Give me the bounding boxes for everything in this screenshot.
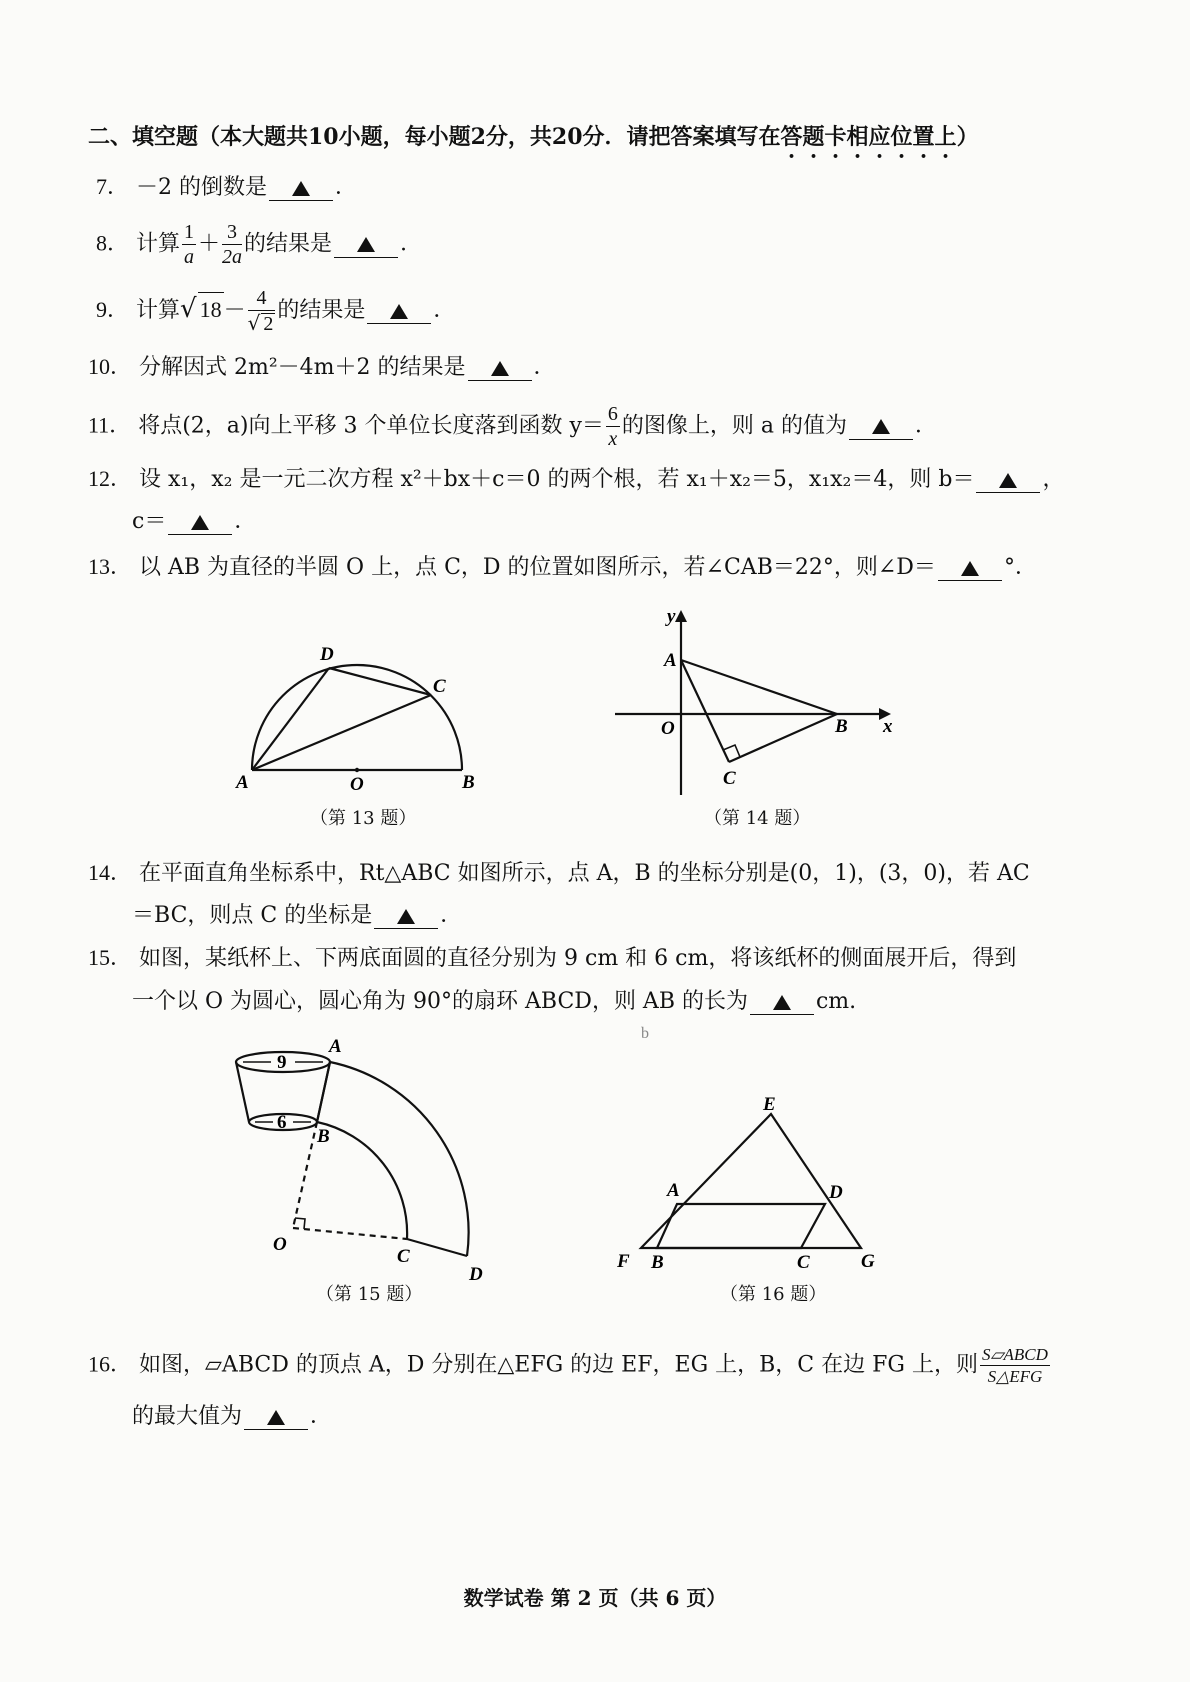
fig15-caption: （第 15 题）: [316, 1284, 423, 1305]
q8-f2-denominator: 2a: [222, 246, 243, 268]
arc-ad: [330, 1062, 469, 1256]
chord-ac: [252, 695, 431, 770]
triangle-icon: [191, 515, 209, 530]
fig16-caption: （第 16 题）: [720, 1284, 827, 1305]
fig15-label-b: B: [317, 1126, 330, 1147]
q14-line2-pre: ＝BC，则点 C 的坐标是: [132, 903, 373, 928]
q8-answer-blank[interactable]: [334, 233, 398, 258]
q9-end: ．: [433, 298, 456, 323]
segment-cb: [729, 714, 837, 762]
q9-pre: 计算: [136, 298, 181, 323]
fig16-label-d: D: [829, 1182, 843, 1203]
fig15-label-o: O: [273, 1234, 287, 1255]
fig14-label-c: C: [723, 768, 736, 789]
q16-fraction: [980, 1346, 1050, 1385]
q16-line1: 如图，▱ABCD 的顶点 A，D 分别在△EFG 的边 EF，EG 上，B，C 在边 FG 上，则: [139, 1352, 978, 1378]
q15-line2-pre: 一个以 O 为圆心，圆心角为 90°的扇环 ABCD，则 AB 的长为: [132, 989, 748, 1014]
q8-f1-numerator: 1: [184, 221, 195, 243]
q7-answer-blank[interactable]: [269, 176, 333, 201]
segment-ac: [681, 660, 729, 762]
question-14: [88, 856, 1030, 891]
q13-number: 13．: [88, 554, 133, 579]
chord-dc: [329, 668, 431, 695]
cup-left-side: [236, 1062, 249, 1122]
fig13-label-b: B: [462, 772, 475, 793]
q14-line1: 在平面直角坐标系中，Rt△ABC 如图所示，点 A，B 的坐标分别是(0，1)，(3，0)，若 AC: [139, 861, 1030, 886]
section-title: 二、填空题（本大题共10小题，每小题2分，共20分．请把答案填写在: [88, 124, 781, 150]
fig13-caption: （第 13 题）: [310, 808, 417, 829]
q11-pre: 将点(2，a)向上平移 3 个单位长度落到函数 y＝: [138, 413, 604, 439]
question-13: [88, 550, 1037, 585]
q8-number: 8．: [96, 230, 130, 256]
q9-number: 9．: [96, 297, 130, 322]
q11-post: 的图像上，则 a 的值为: [621, 413, 847, 439]
fig14-caption: （第 14 题）: [704, 808, 811, 829]
q14-number: 14．: [88, 860, 133, 885]
q9-denominator: 2: [263, 313, 274, 335]
triangle-icon: [491, 361, 509, 376]
triangle-icon: [397, 909, 415, 924]
q12-line1: 设 x₁，x₂ 是一元二次方程 x²＋bx＋c＝0 的两个根，若 x₁＋x₂＝5，x₁x₂＝4，则 b＝: [139, 467, 975, 492]
q14-end: ．: [440, 903, 463, 928]
q12-number: 12．: [88, 466, 133, 491]
q8-end: ．: [400, 231, 423, 257]
q11-answer-blank[interactable]: [849, 415, 913, 440]
q9-answer-blank[interactable]: [367, 299, 431, 324]
fig14-label-y: y: [667, 606, 676, 627]
question-12: [88, 462, 1064, 497]
semicircle: [252, 665, 462, 770]
fig13-label-d: D: [320, 644, 334, 665]
segment-ab: [317, 1062, 330, 1122]
fig15-label-c: C: [397, 1246, 410, 1267]
q8-pre: 计算: [136, 231, 181, 257]
triangle-icon: [773, 995, 791, 1010]
figure-16: [605, 1090, 895, 1280]
arc-bc: [317, 1122, 407, 1239]
q13-end: °．: [1003, 555, 1037, 580]
q15-number: 15．: [88, 945, 133, 970]
question-7: [96, 170, 357, 205]
segment-ab: [681, 660, 837, 714]
section-emphasis: 答题卡相应位置上: [780, 124, 957, 150]
triangle-icon: [357, 237, 375, 252]
triangle-icon: [292, 181, 310, 196]
q16-numerator: S▱ABCD: [981, 1345, 1048, 1364]
triangle-icon: [961, 561, 979, 576]
fig14-label-o: O: [661, 718, 675, 739]
dashed-ob: [293, 1122, 317, 1228]
fig13-label-c: C: [433, 676, 446, 697]
q16-denominator: S△EFG: [987, 1367, 1043, 1386]
q12-line2-pre: c＝: [132, 509, 167, 534]
fig16-label-g: G: [861, 1251, 875, 1272]
question-15: [88, 941, 1016, 976]
q11-fraction: [606, 404, 620, 449]
q11-end: ．: [914, 413, 937, 439]
q12-c-blank[interactable]: [168, 510, 232, 535]
q9-numerator: 4: [248, 288, 276, 311]
section-heading: [88, 120, 979, 163]
q8-post: 的结果是: [244, 231, 333, 257]
q13-text: 以 AB 为直径的半圆 O 上，点 C，D 的位置如图所示，若∠CAB＝22°，则∠D＝: [139, 555, 936, 580]
segment-cd: [407, 1239, 467, 1256]
q15-line1: 如图，某纸杯上、下两底面圆的直径分别为 9 cm 和 6 cm，将该纸杯的侧面展开后，得到: [139, 946, 1017, 971]
q13-answer-blank[interactable]: [938, 556, 1002, 581]
q15-answer-blank[interactable]: [750, 990, 814, 1015]
triangle-icon: [390, 304, 408, 319]
q7-number: 7．: [96, 174, 130, 199]
q9-fraction: [248, 288, 276, 334]
question-12-line2: [132, 505, 256, 539]
q8-fraction-1: [182, 222, 196, 267]
q8-plus: ＋: [198, 231, 221, 257]
sqrt-icon: √: [180, 294, 197, 324]
fig16-label-f: F: [617, 1251, 630, 1272]
q7-text: －2 的倒数是: [136, 175, 268, 200]
q16-end: ．: [310, 1404, 333, 1429]
q11-denominator: x: [608, 428, 618, 450]
fig13-label-o: O: [350, 774, 364, 795]
triangle-icon: [872, 419, 890, 434]
section-close: ）: [956, 124, 979, 150]
fig13-label-a: A: [236, 772, 249, 793]
q16-line2-pre: 的最大值为: [132, 1404, 243, 1429]
question-9: [96, 288, 455, 334]
q8-fraction-2: [222, 222, 242, 267]
q8-f2-numerator: 3: [222, 222, 242, 245]
fig16-label-e: E: [763, 1094, 776, 1115]
q16-number: 16．: [88, 1351, 133, 1377]
q12-comma: ，: [1042, 467, 1065, 492]
question-11: [88, 404, 937, 449]
q12-end: ．: [234, 509, 257, 534]
triangle-icon: [999, 473, 1017, 488]
q8-f1-denominator: a: [184, 246, 195, 268]
q10-text: 分解因式 2m²－4m＋2 的结果是: [139, 355, 466, 380]
figure-15: [225, 1030, 515, 1290]
triangle-icon: [267, 1410, 285, 1425]
question-8: [96, 222, 422, 267]
dashed-oc: [293, 1228, 407, 1239]
figure-13: [230, 640, 490, 800]
stray-mark: b: [641, 1025, 649, 1042]
fig15-label-a: A: [329, 1036, 342, 1057]
q9-minus: －: [223, 298, 246, 323]
q16-answer-blank[interactable]: [244, 1405, 308, 1430]
question-16: [88, 1346, 1052, 1385]
question-15-line2: [132, 985, 856, 1019]
figure-14: [605, 600, 905, 800]
q12-b-blank[interactable]: [976, 468, 1040, 493]
fig15-bottom-diameter: 6: [277, 1112, 287, 1133]
fig14-label-a: A: [664, 650, 677, 671]
q14-answer-blank[interactable]: [374, 904, 438, 929]
question-16-line2: [132, 1400, 332, 1434]
fig14-label-x: x: [883, 716, 893, 737]
q11-number: 11．: [88, 412, 132, 438]
q15-line2-post: cm.: [815, 989, 857, 1014]
q10-number: 10．: [88, 354, 133, 379]
page-footer: 数学试卷 第 2 页（共 6 页）: [463, 1586, 727, 1610]
q9-post: 的结果是: [277, 298, 366, 323]
q11-numerator: 6: [607, 403, 618, 425]
fig16-label-b: B: [651, 1252, 664, 1273]
fig15-label-d: D: [469, 1264, 483, 1285]
fig16-label-a: A: [667, 1180, 680, 1201]
fig16-label-c: C: [797, 1252, 810, 1273]
y-arrow-icon: [675, 610, 687, 622]
q10-answer-blank[interactable]: [468, 356, 532, 381]
fig15-top-diameter: 9: [277, 1052, 287, 1073]
question-10: [88, 350, 556, 385]
question-14-line2: [132, 899, 462, 933]
sqrt-icon: √: [247, 311, 261, 335]
parallelogram-abcd: [657, 1204, 825, 1248]
q7-end: ．: [335, 175, 358, 200]
q10-end: ．: [533, 355, 556, 380]
fig14-label-b: B: [835, 716, 848, 737]
q9-radicand: 18: [198, 292, 224, 327]
